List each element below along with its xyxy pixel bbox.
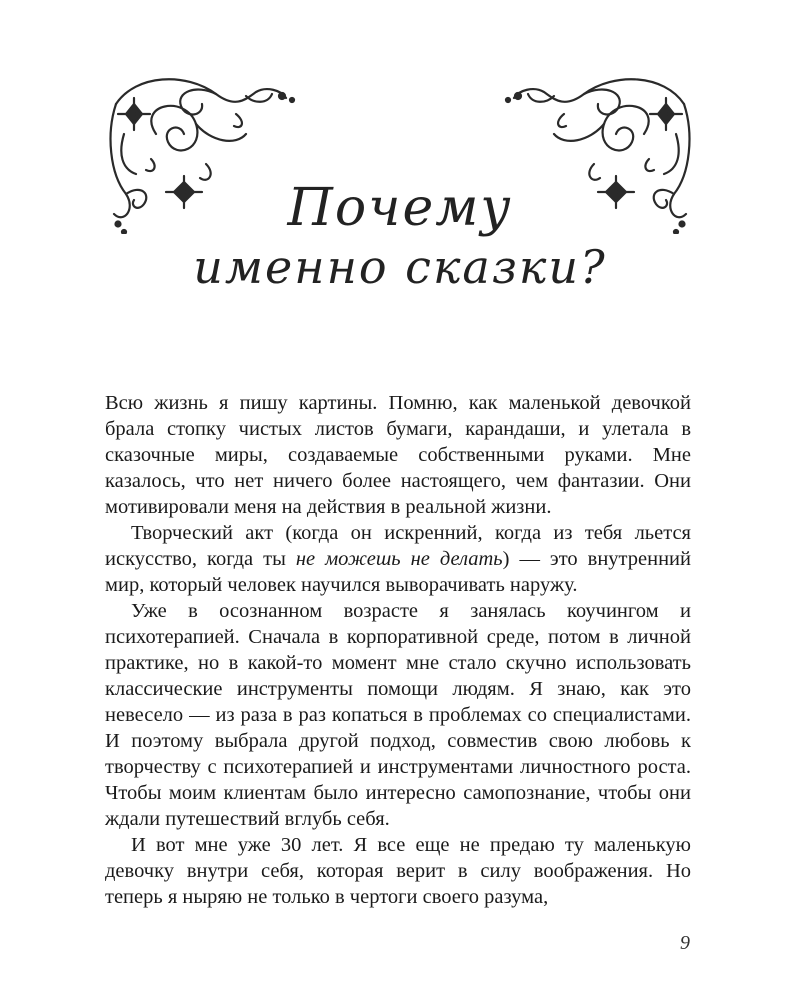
paragraph-2-end: ) — это внутренний мир, который человек научился выворачивать наружу.: [105, 548, 691, 596]
paragraph-2: [105, 520, 691, 598]
chapter-title-line-1: Почему: [287, 178, 513, 238]
chapter-title-line-2: именно сказки?: [193, 240, 607, 294]
paragraph-4: И вот мне уже 30 лет. Я все еще не предаю ту маленькую девочку внутри себя, которая верит в силу воображения. Но теперь я ныряю не только в чертоги своего разума,: [105, 834, 691, 908]
paragraph-2-start: Творческий акт (когда он искренний, когда из тебя льется искусство, когда ты: [105, 522, 691, 570]
paragraph-3: Уже в осознанном возрасте я занялась коучингом и психотерапией. Сначала в корпоративной среде, потом в личной практике, но в какой-то момент мне стало скучно использовать классические инструменты помощи людям. Я знаю, как это невесело — из раза в раз копаться в проблемах со специалистами. И поэтому выбрала другой подход, совместив свою любовь к творчеству с психотерапией и инструментами личностного роста. Чтобы моим клиентам было интересно самопознание, чтобы они ждали путешествий вглубь себя.: [105, 600, 691, 830]
page-number: 9: [680, 932, 690, 954]
paragraph-1: Всю жизнь я пишу картины. Помню, как маленькой девочкой брала стопку чистых листов бумаги, карандаши, и улетала в сказочные миры, создаваемые собственными руками. Мне казалось, что нет ничего более настоящего, чем фантазии. Они мотивировали меня на действия в реальной жизни.: [105, 392, 691, 518]
paragraph-2-emphasis: не можешь не делать: [295, 548, 503, 570]
chapter-body: [105, 390, 691, 910]
